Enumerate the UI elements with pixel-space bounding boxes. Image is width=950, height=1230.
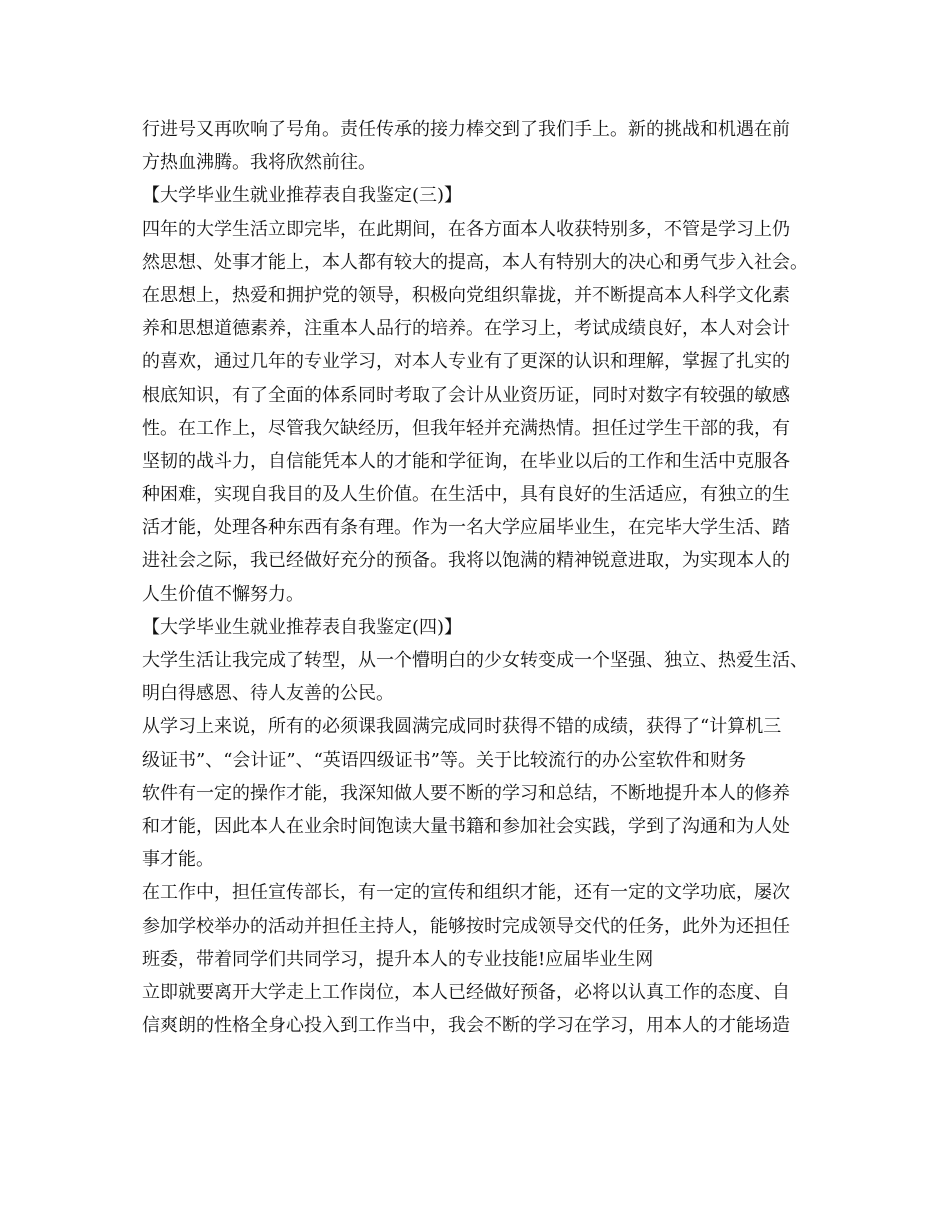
text-line: 四年的大学生活立即完毕，在此期间，在各方面本人收获特别多，不管是学习上仍 <box>142 218 790 240</box>
text-line: 行进号又再吹响了号角。责任传承的接力棒交到了我们手上。新的挑战和机遇在前 <box>142 119 790 140</box>
text-line: 活才能，处理各种东西有条有理。作为一名大学应届毕业生，在完毕大学生活、踏 <box>142 517 790 539</box>
text-line: 的喜欢，通过几年的专业学习，对本人专业有了更深的认识和理解，掌握了扎实的 <box>142 351 790 373</box>
text-line: 事才能。 <box>142 849 214 871</box>
text-line: 大学生活让我完成了转型，从一个懵明白的少女转变成一个坚强、独立、热爱生活、 <box>142 650 808 671</box>
section-heading: 【大学毕业生就业推荐表自我鉴定(四)】 <box>142 616 463 638</box>
text-line: 养和思想道德素养，注重本人品行的培养。在学习上，考试成绩良好，本人对会计 <box>142 318 790 340</box>
text-line: 进社会之际，我已经做好充分的预备。我将以饱满的精神锐意进取，为实现本人的 <box>142 550 790 572</box>
text-line: 明白得感恩、待人友善的公民。 <box>142 683 394 705</box>
text-line: 参加学校举办的活动并担任主持人，能够按时完成领导交代的任务，此外为还担任 <box>142 915 790 937</box>
text-line: 在工作中，担任宣传部长，有一定的宣传和组织才能，还有一定的文学功底，屡次 <box>142 882 790 904</box>
text-line: 种困难，实现自我目的及人生价值。在生活中，具有良好的生活适应，有独立的生 <box>142 484 790 506</box>
text-line: 人生价值不懈努力。 <box>142 583 304 605</box>
text-line: 和才能，因此本人在业余时间饱读大量书籍和参加社会实践，学到了沟通和为人处 <box>142 815 790 837</box>
text-line: 班委，带着同学们共同学习，提升本人的专业技能!应届毕业生网 <box>142 948 654 970</box>
text-line: 坚韧的战斗力，自信能凭本人的才能和学征询，在毕业以后的工作和生活中克服各 <box>142 450 790 472</box>
text-line: 立即就要离开大学走上工作岗位，本人已经做好预备，必将以认真工作的态度、自 <box>142 981 790 1003</box>
section-heading: 【大学毕业生就业推荐表自我鉴定(三)】 <box>142 185 463 207</box>
text-line: 方热血沸腾。我将欣然前往。 <box>142 152 376 174</box>
text-line: 软件有一定的操作才能，我深知做人要不断的学习和总结，不断地提升本人的修养 <box>142 782 790 804</box>
text-line: 信爽朗的性格全身心投入到工作当中，我会不断的学习在学习，用本人的才能场造 <box>142 1015 790 1037</box>
text-line: 级证书”、“会计证”、“英语四级证书”等。关于比较流行的办公室软件和财务 <box>142 749 747 771</box>
text-line: 根底知识，有了全面的体系同时考取了会计从业资历证，同时对数字有较强的敏感 <box>142 384 790 406</box>
document-body <box>142 113 832 1042</box>
text-line: 性。在工作上，尽管我欠缺经历，但我年轻并充满热情。担任过学生干部的我，有 <box>142 417 790 439</box>
text-line: 然思想、处事才能上，本人都有较大的提高，本人有特别大的决心和勇气步入社会。 <box>142 251 808 273</box>
text-line: 在思想上，热爱和拥护党的领导，积极向党组织靠拢，并不断提高本人科学文化素 <box>142 284 790 306</box>
text-line: 从学习上来说，所有的必须课我圆满完成同时获得不错的成绩，获得了“计算机三 <box>142 716 782 738</box>
